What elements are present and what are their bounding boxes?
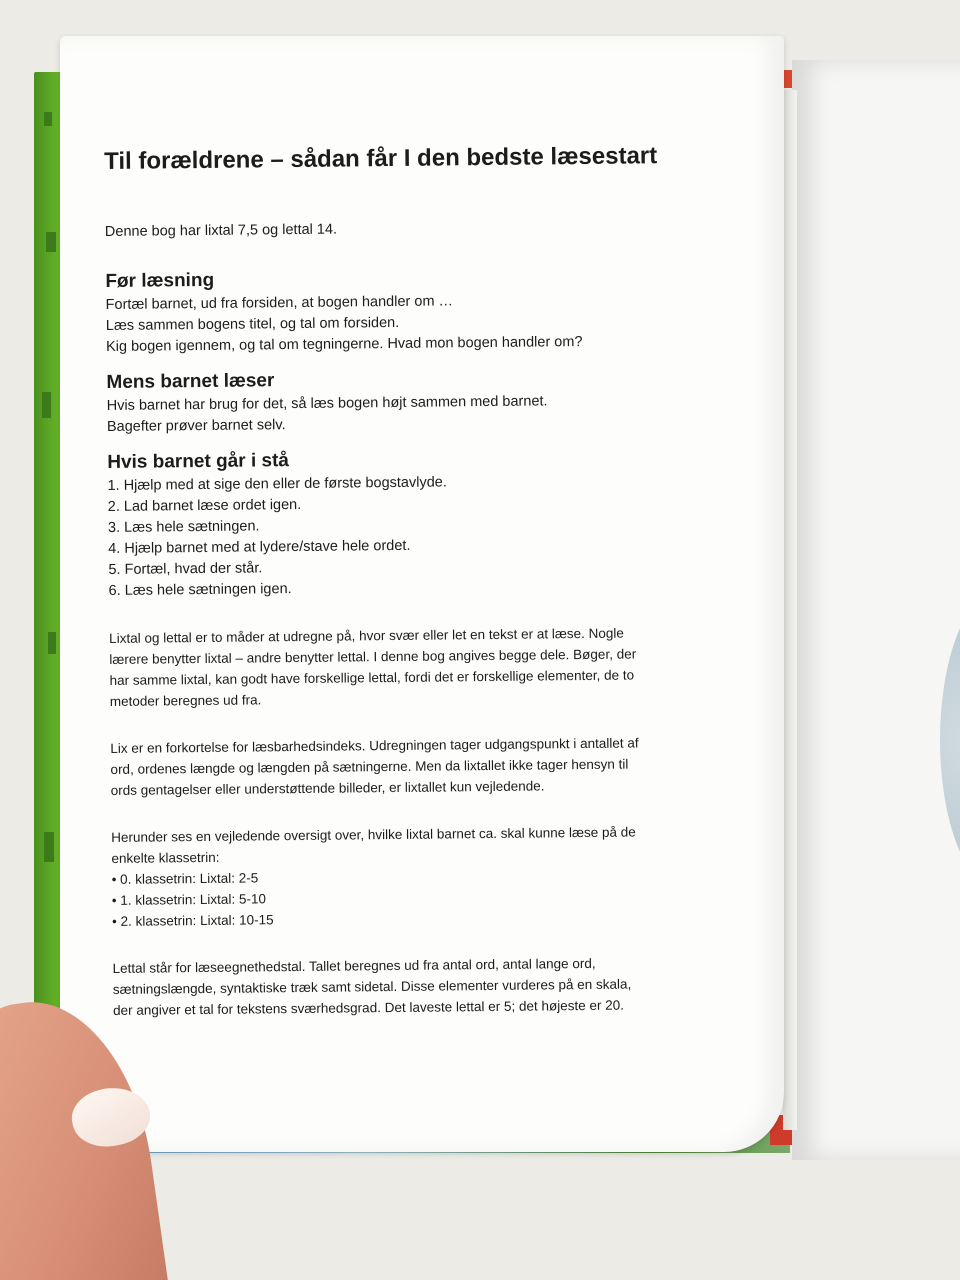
numbered-list (107, 470, 708, 602)
text-line: Herunder ses en vejledende oversigt over, hvilke lixtal barnet ca. skal kunne læse på de (111, 824, 636, 845)
list-item: 1. Hjælp med at sige den eller de første bogstavlyde. (107, 474, 447, 494)
page-content (104, 142, 713, 1021)
intro-text: Denne bog har lixtal 7,5 og lettal 14. (104, 221, 338, 240)
book-gutter (783, 90, 797, 1130)
bullet-item: • 1. klassetrin: Lixtal: 5-10 (111, 891, 266, 908)
bullet-item: • 0. klassetrin: Lixtal: 2-5 (111, 870, 259, 887)
text-line: Lixtal og lettal er to måder at udregne på, hvor svær eller let en tekst er at læse. Nogle (109, 625, 624, 646)
paragraph-overview (111, 821, 712, 932)
section-heading: Før læsning (105, 269, 215, 292)
text-line: Bagefter prøver barnet selv. (106, 417, 286, 435)
text-line: ord, ordenes længde og længden på sætningerne. Men da lixtallet ikke tager hensyn til (110, 756, 629, 777)
bullet-item: • 2. klassetrin: Lixtal: 10-15 (112, 912, 274, 929)
text-line: Hvis barnet har brug for det, så læs bogen højt sammen med barnet. (106, 393, 548, 414)
right-page-red-letter-fragment (940, 195, 960, 250)
section-heading: Mens barnet læser (106, 370, 275, 393)
section-text (107, 390, 707, 438)
text-line: Læs sammen bogens titel, og tal om forsiden. (105, 314, 400, 334)
text-line: metoder beregnes ud fra. (109, 692, 262, 709)
text-line: Kig bogen igennem, og tal om tegningerne. Hvad mon bogen handler om? (106, 334, 583, 355)
list-item: 3. Læs hele sætningen. (107, 518, 260, 536)
section-foer-laesning (105, 265, 706, 358)
list-item: 5. Fortæl, hvad der står. (108, 560, 263, 578)
text-line: Fortæl barnet, ud fra forsiden, at bogen handler om … (105, 293, 454, 313)
text-line: ords gentagelser eller understøttende billeder, er lixtallet kun vejledende. (110, 778, 545, 798)
section-text (106, 289, 707, 358)
paragraph-lettal (112, 952, 713, 1021)
text-line: enkelte klassetrin: (111, 849, 220, 866)
section-hvis-barnet-gaar-i-staa (107, 446, 709, 602)
list-item: 2. Lad barnet læse ordet igen. (107, 496, 302, 515)
paragraph-lix (110, 732, 711, 801)
section-heading: Hvis barnet går i stå (107, 450, 290, 473)
right-page (792, 60, 960, 1160)
text-line: Lix er en forkortelse for læsbarhedsindeks. Udregningen tager udgangspunkt i antallet af (110, 735, 639, 756)
paragraph-lixtal-lettal (109, 622, 710, 712)
text-line: sætningslængde, syntaktiske træk samt sidetal. Disse elementer vurderes på en skala, (112, 976, 632, 997)
list-item: 4. Hjælp barnet med at lydere/stave hele ordet. (108, 537, 411, 557)
text-line: lærere benytter lixtal – andre benytter lettal. I denne bog angives begge dele. Bøger, der (109, 646, 637, 667)
text-line: Lettal står for læseegnethedstal. Tallet beregnes ud fra antal ord, antal lange ord, (112, 955, 596, 976)
section-mens-barnet-laeser (106, 366, 707, 438)
text-line: har samme lixtal, kan godt have forskellige lettal, fordi det er forskellige elementer, de to (109, 667, 635, 688)
page-title: Til forældrene – sådan får I den bedste læsestart (104, 142, 658, 175)
text-line: der angiver et tal for tekstens sværhedsgrad. Det laveste lettal er 5; det højeste er 20. (112, 997, 625, 1018)
list-item: 6. Læs hele sætningen igen. (108, 581, 292, 599)
